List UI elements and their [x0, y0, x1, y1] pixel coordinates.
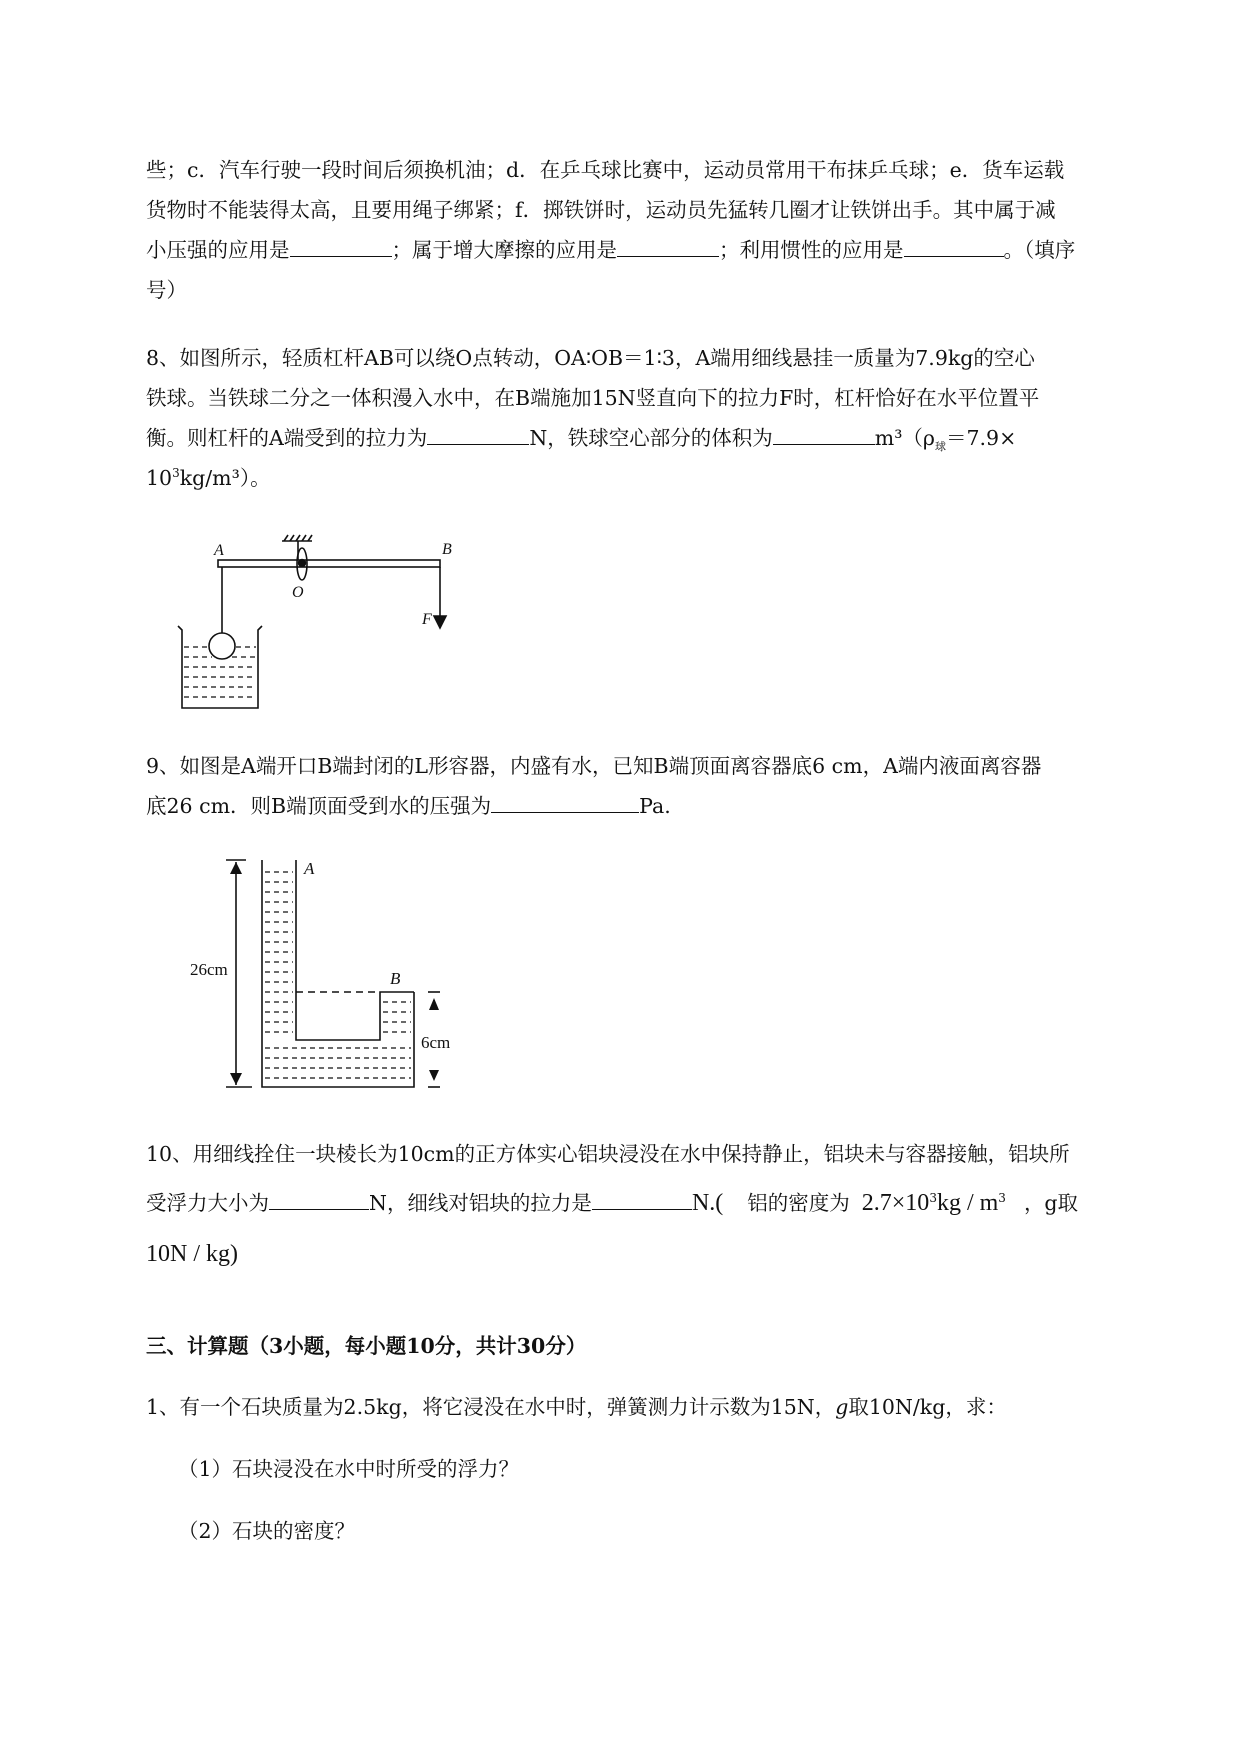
section-3-heading: 三、计算题（3小题，每小题10分，共计30分）: [146, 1334, 587, 1358]
q8-line-2: 铁球。当铁球二分之一体积漫入水中，在B端施加15N竖直向下的拉力F时，杠杆恰好在水平位置平: [146, 386, 1040, 410]
q8-text-d: ＝7.9×: [945, 426, 1017, 450]
l-container-figure: [190, 850, 470, 1095]
q10-unit-n: N.(: [691, 1190, 724, 1216]
q8-text-b: N，铁球空心部分的体积为: [529, 426, 773, 450]
q10-text-a: 受浮力大小为: [146, 1191, 269, 1215]
rho-subscript: 球: [934, 440, 946, 454]
q7-text-c: ；利用惯性的应用是: [719, 238, 904, 262]
q9-text-a: 底26 cm．则B端顶面受到水的压强为: [146, 794, 492, 818]
label-f: F: [422, 611, 432, 628]
iron-ball: [209, 633, 235, 659]
pivot-point: [299, 560, 306, 567]
label-26cm: 26cm: [190, 960, 228, 979]
answer-blank-1[interactable]: [290, 236, 392, 257]
q8-exponent: 3: [172, 466, 180, 481]
label-b: B: [442, 541, 452, 558]
q10-line-2: [146, 1189, 1150, 1217]
q10-line-3: 10N / kg): [146, 1241, 238, 1267]
q8-text-c: m³（ρ: [874, 426, 935, 450]
q10-unit-exponent: 3: [998, 1191, 1006, 1206]
answer-blank-6[interactable]: [491, 792, 639, 813]
q7-text-b: ；属于增大摩擦的应用是: [391, 238, 617, 262]
lever-figure: [170, 530, 470, 720]
answer-blank-4[interactable]: [427, 424, 529, 445]
label-a: A: [304, 859, 315, 878]
q10-exponent: 3: [929, 1191, 937, 1206]
q10-density-unit: kg / m: [936, 1190, 999, 1216]
force-arrow-head: [434, 616, 446, 628]
q7-line-1: 些；c．汽车行驶一段时间后须换机油；d．在乒乓球比赛中，运动员常用干布抹乒乓球；e．货车运载: [146, 158, 1065, 182]
q7-line-3: [146, 236, 1150, 264]
c1-sub-2: （2）石块的密度？: [178, 1519, 356, 1543]
q10-text-g: ，g取: [1023, 1191, 1079, 1215]
q8-line-3: [146, 424, 1150, 452]
q9-line-2: [146, 792, 1150, 820]
c1-stem-text-b: 取10N/kg，求：: [848, 1395, 1007, 1419]
q10-line-1: 10、用细线拴住一块棱长为10cm的正方体实心铝块浸没在水中保持静止，铝块未与容器接触，铝块所: [146, 1142, 1070, 1166]
arrow-down-6: [429, 1070, 439, 1081]
label-b: B: [390, 969, 401, 988]
c1-g-symbol: g: [835, 1395, 849, 1419]
c1-stem-text-a: 1、有一个石块质量为2.5kg，将它浸没在水中时，弹簧测力计示数为15N，: [146, 1395, 836, 1419]
q9-text-b: Pa.: [639, 794, 671, 818]
container-inner: [296, 860, 414, 1040]
label-o: O: [292, 584, 304, 601]
answer-blank-2[interactable]: [617, 236, 719, 257]
q8-ten: 10: [146, 466, 173, 490]
q7-text-d: 。（填序: [1003, 238, 1076, 262]
q8-line-1: 8、如图所示，轻质杠杆AB可以绕O点转动，OA∶OB＝1∶3，A端用细线悬挂一质量为7.9kg的空心: [146, 346, 1035, 370]
q10-text-b: N，细线对铝块的拉力是: [369, 1191, 592, 1215]
q8-unit: kg/m³）。: [179, 466, 271, 490]
label-a: A: [214, 542, 224, 559]
q8-line-4: [146, 464, 1150, 492]
c1-stem: [146, 1393, 1150, 1421]
answer-blank-7[interactable]: [269, 1189, 369, 1210]
q10-density-label: 铝的密度为: [747, 1191, 850, 1215]
label-6cm: 6cm: [421, 1033, 451, 1052]
answer-blank-5[interactable]: [773, 424, 875, 445]
q7-line-2: 货物时不能装得太高，且要用绳子绑紧；f．掷铁饼时，运动员先猛转几圈才让铁饼出手。其中属于减: [146, 198, 1056, 222]
c1-sub-1: （1）石块浸没在水中时所受的浮力？: [178, 1457, 520, 1481]
arrow-up-26: [230, 862, 242, 874]
q9-line-1: 9、如图是A端开口B端封闭的L形容器，内盛有水，已知B端顶面离容器底6 cm，A端内液面离容器: [146, 754, 1042, 778]
q7-line-4: 号）: [146, 278, 187, 302]
answer-blank-3[interactable]: [904, 236, 1004, 257]
answer-blank-8[interactable]: [592, 1189, 692, 1210]
arrow-down-26: [230, 1073, 242, 1085]
lever-bar: [218, 560, 440, 567]
arrow-up-6: [429, 998, 439, 1010]
q7-text-a: 小压强的应用是: [146, 238, 290, 262]
q10-density-value: 2.7×10: [861, 1190, 930, 1216]
q8-text-a: 衡。则杠杆的A端受到的拉力为: [146, 426, 428, 450]
